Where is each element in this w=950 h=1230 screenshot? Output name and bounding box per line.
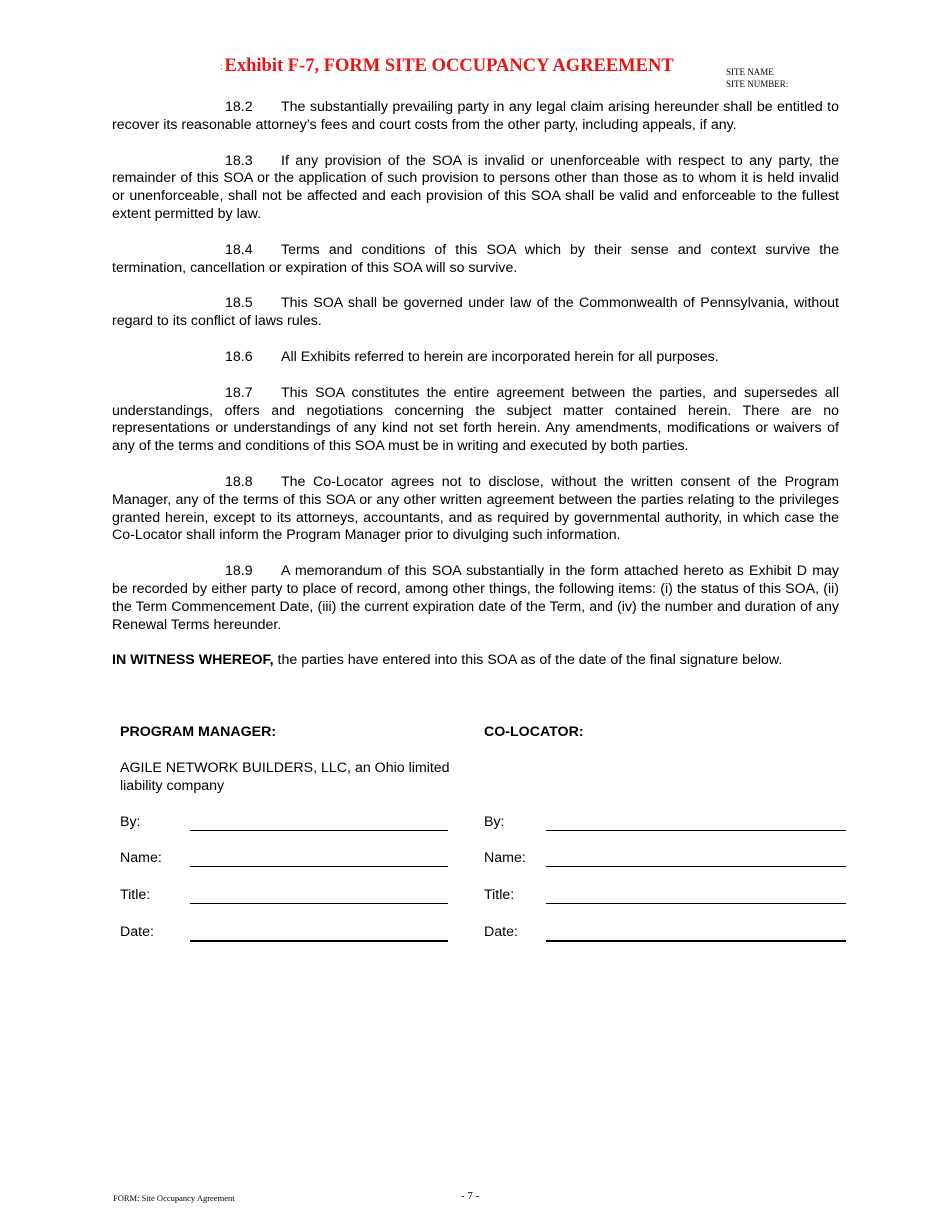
section-number: 18.6 (225, 348, 253, 365)
cl-by-row (484, 812, 850, 832)
program-manager-heading: PROGRAM MANAGER: (120, 724, 277, 740)
pm-date-line[interactable] (190, 940, 448, 942)
page-number: - 7 - (461, 1190, 480, 1202)
section-18-9 (112, 563, 839, 634)
witness-bold: IN WITNESS WHEREOF, (112, 652, 274, 669)
section-text: This SOA constitutes the entire agreement between the parties, and supersedes all understandings, offers and negotiations concerning the subject matter contained herein. There are no representations or understandings of any kind not set forth herein. Any amendments, modifications or waivers of any of the terms and conditions of this SOA must be in writing and executed by both parties. (112, 384, 839, 455)
section-number: 18.7 (225, 384, 253, 401)
section-text: The substantially prevailing party in any legal claim arising hereunder shall be entitled to recover its reasonable attorney’s fees and court costs from the other party, including appeals, if any. (112, 99, 839, 133)
cl-name-row (484, 848, 850, 868)
pm-by-line[interactable] (190, 830, 448, 831)
date-label: Date: (484, 924, 518, 940)
section-number: 18.9 (225, 563, 253, 580)
title-label: Title: (120, 887, 151, 903)
section-text: If any provision of the SOA is invalid or unenforceable with respect to any party, the remainder of this SOA or the application of such provision to persons other than those as to whom it is held invalid or unenforceable, shall not be affected and each provision of this SOA shall be valid and enforceable to the fullest extent permitted by law. (112, 152, 839, 222)
pm-name-row (120, 848, 450, 868)
cl-title-row (484, 885, 850, 905)
cl-date-row (484, 922, 850, 942)
section-18-6 (112, 349, 839, 367)
pm-title-row (120, 885, 450, 905)
section-text: The Co-Locator agrees not to disclose, without the written consent of the Program Manager, any of the terms of this SOA or any other written agreement between the parties relating to the privileges granted herein, except to its attorneys, accountants, and as required by governmental authority, in which case the Co-Locator shall inform the Program Manager prior to divulging such information. (112, 473, 839, 544)
site-info (726, 66, 788, 90)
section-18-2 (112, 99, 839, 135)
date-label: Date: (120, 924, 154, 940)
section-number: 18.2 (225, 99, 253, 115)
section-18-7 (112, 385, 839, 456)
section-18-8 (112, 474, 839, 545)
pm-title-line[interactable] (190, 903, 448, 904)
cl-title-line[interactable] (546, 903, 846, 904)
section-number: 18.4 (225, 241, 253, 258)
co-locator-heading: CO-LOCATOR: (484, 724, 584, 740)
co-locator-column (484, 722, 850, 940)
cl-date-line[interactable] (546, 940, 846, 942)
section-text: All Exhibits referred to herein are incorporated herein for all purposes. (281, 348, 719, 365)
site-name-label: SITE NAME (726, 67, 774, 77)
section-number: 18.5 (225, 295, 253, 312)
section-number: 18.3 (225, 152, 253, 169)
cl-by-line[interactable] (546, 830, 846, 831)
agreement-body (112, 99, 839, 688)
section-text: Terms and conditions of this SOA which by their sense and context survive the termination, cancellation or expiration of this SOA will so survive. (112, 241, 839, 276)
section-18-4 (112, 242, 839, 278)
pm-date-row (120, 922, 450, 942)
cl-name-line[interactable] (546, 866, 846, 867)
program-manager-column (120, 722, 450, 940)
section-18-3 (112, 153, 839, 224)
title-label: Title: (484, 887, 515, 903)
name-label: Name: (120, 850, 162, 866)
title-text: Exhibit F-7, FORM SITE OCCUPANCY AGREEMENT (224, 56, 674, 76)
name-label: Name: (484, 850, 526, 866)
document-title (220, 56, 674, 77)
section-18-5 (112, 295, 839, 331)
pm-name-line[interactable] (190, 866, 448, 867)
site-number-label: SITE NUMBER: (726, 79, 789, 89)
pm-by-row (120, 812, 450, 832)
section-text: A memorandum of this SOA substantially in the form attached hereto as Exhibit D may be recorded by either party to place of record, among other things, the following items: (i) the status of this SOA, (ii) the Term Commencement Date, (iii) the current expiration date of the Term, and (iv) the number and duration of any Renewal Terms hereunder. (112, 563, 839, 633)
footer-form-label: FORM: Site Occupancy Agreement (113, 1193, 235, 1203)
company-name: AGILE NETWORK BUILDERS, LLC, an Ohio limited liability company (120, 760, 450, 794)
by-label: By: (120, 814, 141, 830)
title-marker: : (220, 61, 223, 71)
witness-text: the parties have entered into this SOA as of the date of the final signature below. (273, 652, 783, 669)
by-label: By: (484, 814, 505, 830)
section-text: This SOA shall be governed under law of the Commonwealth of Pennsylvania, without regard to its conflict of laws rules. (112, 295, 839, 330)
section-number: 18.8 (225, 473, 253, 490)
witness-clause (112, 652, 839, 670)
